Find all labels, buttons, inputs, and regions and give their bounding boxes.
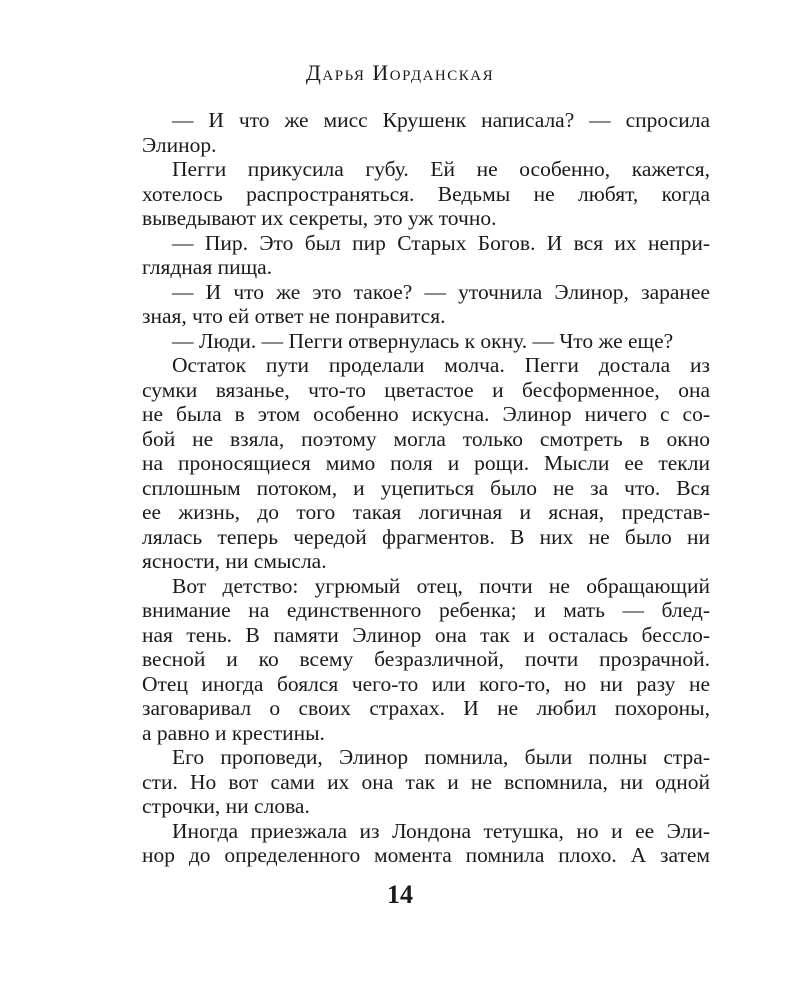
text-line: хотелось распространяться. Ведьмы не любят, когда: [142, 181, 710, 206]
text-line: не была в этом особенно искусна. Элинор ничего с со-: [142, 402, 710, 426]
text-line: Вот детство: угрюмый отец, почти не обращающий: [172, 573, 710, 598]
text-line: сплошным потоком, и уцепиться было не за что. Вся: [142, 475, 710, 500]
text-line: сти. Но вот сами их она так и не вспомнила, ни одной: [142, 769, 710, 794]
text-line: — Люди. — Пегги отвернулась к окну. — Что же еще?: [172, 328, 674, 353]
text-line: выведывают их секреты, это уж точно.: [142, 206, 497, 230]
text-line: ная тень. В памяти Элинор она так и осталась бессло-: [142, 622, 710, 647]
text-line: сумки вязанье, что-то цветастое и бесформенное, она: [142, 377, 710, 402]
text-line: бой не взяла, поэтому могла только смотреть в окно: [142, 426, 710, 451]
text-line: Остаток пути проделали молча. Пегги достала из: [172, 353, 710, 377]
text-line: а равно и крестины.: [142, 720, 325, 745]
text-line: — И что же это такое? — уточнила Элинор, заранее: [172, 279, 710, 304]
text-line: внимание на единственного ребенка; и мать — блед-: [142, 598, 710, 622]
text-line: строчки, ни слова.: [142, 794, 310, 818]
text-line: ее жизнь, до того такая логичная и ясная, представ-: [142, 500, 710, 524]
text-line: Иногда приезжала из Лондона тетушка, но и ее Эли-: [172, 818, 710, 843]
page-number: 14: [387, 880, 413, 909]
text-line: зная, что ей ответ не понравится.: [142, 304, 446, 328]
text-line: ясности, ни смысла.: [142, 549, 327, 573]
text-line: нор до определенного момента помнила плохо. А затем: [142, 843, 710, 867]
text-line: на проносящиеся мимо поля и рощи. Мысли ее текли: [142, 451, 710, 475]
text-line: весной и ко всему безразличной, почти прозрачной.: [142, 647, 710, 671]
text-line: Пегги прикусила губу. Ей не особенно, кажется,: [172, 157, 710, 181]
text-line: Отец иногда боялся чего-то или кого-то, но ни разу не: [142, 671, 710, 696]
text-line: — И что же мисс Крушенк написала? — спросила: [172, 108, 710, 132]
text-line: глядная пища.: [142, 255, 273, 279]
text-line: Элинор.: [142, 132, 217, 157]
body-text: [142, 108, 710, 868]
text-line: лялась теперь чередой фрагментов. В них не было ни: [142, 524, 710, 549]
text-line: Его проповеди, Элинор помнила, были полны стра-: [172, 745, 710, 769]
running-header: Дарья Иорданская: [305, 60, 495, 85]
text-line: — Пир. Это был пир Старых Богов. И вся их непри-: [172, 230, 710, 255]
text-line: заговаривал о своих страхах. И не любил похороны,: [142, 696, 710, 720]
